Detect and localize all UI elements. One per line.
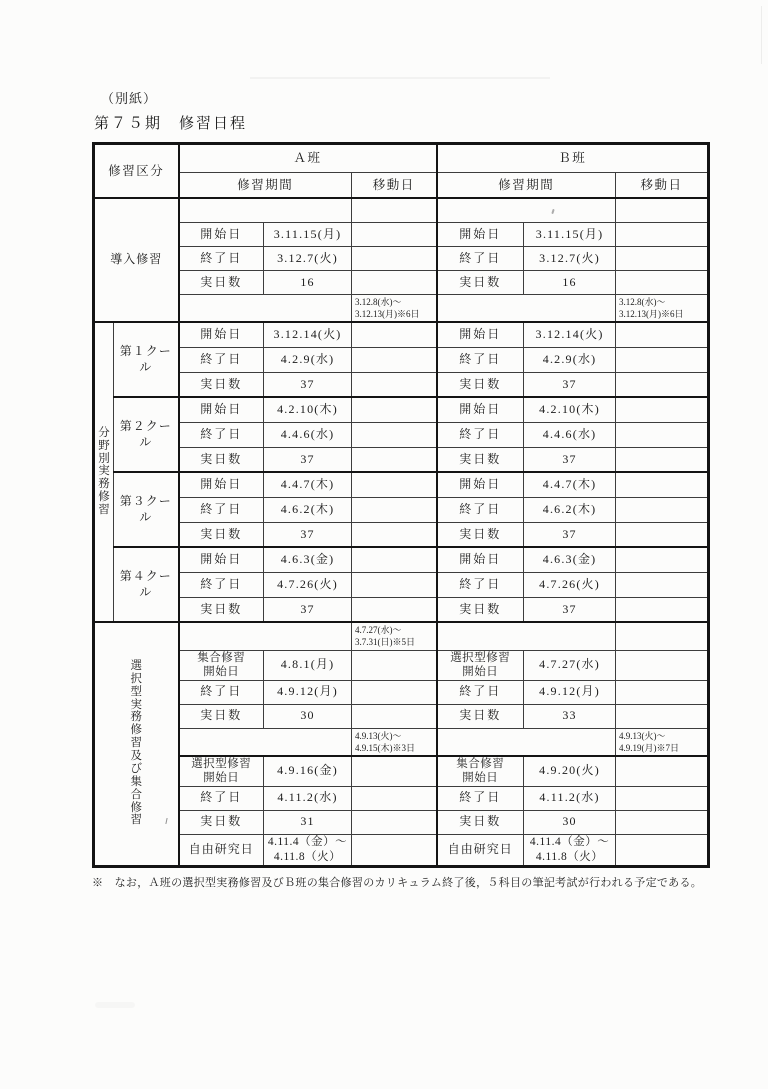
header-row-subcolumns bbox=[94, 173, 709, 198]
page-title: 第７５期 修習日程 bbox=[94, 116, 248, 132]
row-label-cell: 開始日 bbox=[437, 472, 524, 497]
cours3-days-row bbox=[94, 522, 709, 547]
footnote: ※ なお，Ａ班の選択型実務修習及びＢ班の集合修習のカリキュラム終了後，５科目の筆記考試が行われる予定である。 bbox=[92, 876, 703, 889]
days-value-cell: 37 bbox=[264, 372, 352, 397]
cours2-start-row bbox=[94, 397, 709, 422]
empty-cell bbox=[616, 422, 709, 447]
schedule-table-wrap bbox=[92, 142, 712, 890]
date-value-cell: 4.9.16(金) bbox=[264, 756, 352, 786]
empty-cell bbox=[352, 472, 437, 497]
row-label-cell: 実日数 bbox=[437, 597, 524, 622]
elective-block2-days-row bbox=[94, 810, 709, 834]
row-label-cell: 開始日 bbox=[179, 397, 264, 422]
row-label-cell: 終了日 bbox=[179, 786, 264, 810]
empty-cell bbox=[616, 522, 709, 547]
row-label-cell: 終了日 bbox=[179, 347, 264, 372]
empty-cell bbox=[616, 597, 709, 622]
empty-cell bbox=[352, 680, 437, 704]
row-label-cell: 実日数 bbox=[179, 597, 264, 622]
date-value-cell: 3.12.14(火) bbox=[264, 322, 352, 347]
row-label-cell: 終了日 bbox=[179, 572, 264, 597]
date-value-cell: 4.6.3(金) bbox=[524, 547, 616, 572]
elective-block1-days-row bbox=[94, 704, 709, 728]
days-value-cell: 37 bbox=[264, 522, 352, 547]
empty-cell bbox=[437, 622, 616, 650]
empty-cell bbox=[352, 347, 437, 372]
empty-cell bbox=[352, 597, 437, 622]
cours-label-cell: 第４クール bbox=[114, 547, 179, 622]
empty-cell bbox=[352, 198, 437, 223]
intro-end-row bbox=[94, 247, 709, 271]
empty-cell bbox=[437, 198, 616, 223]
row-label-cell: 終了日 bbox=[437, 497, 524, 522]
row-label-cell: 終了日 bbox=[437, 347, 524, 372]
move-date-cell: 3.12.8(水)～ 3.12.13(月)※6日 bbox=[616, 295, 709, 323]
empty-cell bbox=[352, 447, 437, 472]
row-label-cell: 終了日 bbox=[437, 786, 524, 810]
row-label-cell: 実日数 bbox=[179, 522, 264, 547]
date-value-cell: 4.4.6(水) bbox=[264, 422, 352, 447]
empty-cell bbox=[616, 680, 709, 704]
row-label-cell: 実日数 bbox=[179, 372, 264, 397]
header-row-groups bbox=[94, 144, 709, 173]
date-value-cell: 3.12.7(火) bbox=[264, 247, 352, 271]
empty-cell bbox=[616, 756, 709, 786]
row-label-cell: 開始日 bbox=[179, 322, 264, 347]
row-label-cell: 実日数 bbox=[179, 810, 264, 834]
cours-label-cell: 第１クール bbox=[114, 322, 179, 397]
row-label-cell: 開始日 bbox=[437, 322, 524, 347]
empty-cell bbox=[616, 786, 709, 810]
empty-cell bbox=[616, 472, 709, 497]
days-value-cell: 37 bbox=[524, 522, 616, 547]
row-label-cell: 実日数 bbox=[437, 522, 524, 547]
row-label-cell: 開始日 bbox=[437, 223, 524, 247]
date-value-cell: 4.2.9(水) bbox=[264, 347, 352, 372]
date-range-cell: 4.11.4（金）～ 4.11.8（火） bbox=[264, 834, 352, 866]
cours2-days-row bbox=[94, 447, 709, 472]
cours3-start-row bbox=[94, 472, 709, 497]
date-value-cell: 4.6.3(金) bbox=[264, 547, 352, 572]
move-header-cell-b: 移動日 bbox=[616, 173, 709, 198]
days-value-cell: 16 bbox=[264, 271, 352, 295]
row-label-cell: 終了日 bbox=[437, 422, 524, 447]
elective-section-label bbox=[94, 622, 179, 866]
days-value-cell: 37 bbox=[524, 597, 616, 622]
empty-cell bbox=[616, 271, 709, 295]
empty-cell bbox=[616, 198, 709, 223]
empty-cell bbox=[352, 397, 437, 422]
period-header-cell-b: 修習期間 bbox=[437, 173, 616, 198]
move-date-cell: 3.12.8(水)～ 3.12.13(月)※6日 bbox=[352, 295, 437, 323]
intro-move-row bbox=[94, 295, 709, 323]
date-value-cell: 4.8.1(月) bbox=[264, 650, 352, 680]
row-label-cell: 集合修習 開始日 bbox=[437, 756, 524, 786]
date-value-cell: 4.9.12(月) bbox=[264, 680, 352, 704]
row-label-cell: 終了日 bbox=[179, 680, 264, 704]
cours-label-cell: 第２クール bbox=[114, 397, 179, 472]
empty-cell bbox=[616, 347, 709, 372]
empty-cell bbox=[352, 522, 437, 547]
row-label-cell: 実日数 bbox=[179, 447, 264, 472]
elective-block2-start-row bbox=[94, 756, 709, 786]
days-value-cell: 30 bbox=[524, 810, 616, 834]
row-label-cell: 選択型修習 開始日 bbox=[437, 650, 524, 680]
period-header-cell-a: 修習期間 bbox=[179, 173, 352, 198]
empty-cell bbox=[352, 223, 437, 247]
date-value-cell: 3.12.14(火) bbox=[524, 322, 616, 347]
move-date-cell: 4.9.13(火)～ 4.9.15(木)※3日 bbox=[352, 728, 437, 756]
date-value-cell: 4.4.6(水) bbox=[524, 422, 616, 447]
row-label-cell: 実日数 bbox=[179, 271, 264, 295]
date-value-cell: 4.4.7(木) bbox=[524, 472, 616, 497]
empty-cell bbox=[179, 198, 352, 223]
empty-cell bbox=[616, 223, 709, 247]
empty-cell bbox=[616, 372, 709, 397]
cours4-end-row bbox=[94, 572, 709, 597]
days-value-cell: 37 bbox=[524, 372, 616, 397]
row-label-cell: 開始日 bbox=[179, 223, 264, 247]
row-label-cell: 開始日 bbox=[179, 472, 264, 497]
row-label-cell: 自由研究日 bbox=[179, 834, 264, 866]
empty-cell bbox=[179, 295, 352, 323]
empty-cell bbox=[616, 622, 709, 650]
intro-start-row bbox=[94, 223, 709, 247]
move-header-cell-a: 移動日 bbox=[352, 173, 437, 198]
row-label-cell: 実日数 bbox=[437, 447, 524, 472]
intro-section-label: 導入修習 bbox=[94, 198, 179, 323]
empty-cell bbox=[352, 547, 437, 572]
scan-artifact bbox=[95, 1002, 135, 1008]
empty-cell bbox=[352, 322, 437, 347]
elective-block1-start-row bbox=[94, 650, 709, 680]
row-label-cell: 実日数 bbox=[437, 271, 524, 295]
schedule-table bbox=[92, 142, 710, 868]
date-value-cell: 4.11.2(水) bbox=[264, 786, 352, 810]
empty-cell bbox=[352, 756, 437, 786]
empty-cell bbox=[616, 322, 709, 347]
date-value-cell: 4.6.2(木) bbox=[264, 497, 352, 522]
empty-cell bbox=[352, 572, 437, 597]
empty-cell bbox=[616, 810, 709, 834]
class-a-header-cell: Ａ班 bbox=[179, 144, 437, 173]
cours3-end-row bbox=[94, 497, 709, 522]
scan-artifact bbox=[250, 77, 550, 79]
days-value-cell: 37 bbox=[524, 447, 616, 472]
empty-cell bbox=[179, 622, 352, 650]
fieldwork-section-label bbox=[94, 322, 114, 622]
row-label-cell: 実日数 bbox=[179, 704, 264, 728]
row-label-cell: 開始日 bbox=[437, 547, 524, 572]
empty-cell bbox=[616, 547, 709, 572]
row-label-cell: 終了日 bbox=[179, 497, 264, 522]
attachment-corner-note: （別紙） bbox=[101, 91, 158, 106]
move-date-cell: 4.7.27(水)～ 3.7.31(日)※5日 bbox=[352, 622, 437, 650]
empty-cell bbox=[616, 834, 709, 866]
empty-cell bbox=[352, 834, 437, 866]
empty-cell bbox=[352, 497, 437, 522]
empty-cell bbox=[352, 271, 437, 295]
date-value-cell: 4.9.12(月) bbox=[524, 680, 616, 704]
row-label-cell: 終了日 bbox=[179, 247, 264, 271]
row-label-cell: 終了日 bbox=[179, 422, 264, 447]
cours1-days-row bbox=[94, 372, 709, 397]
empty-cell bbox=[352, 247, 437, 271]
empty-cell bbox=[352, 650, 437, 680]
intro-spacer-row bbox=[94, 198, 709, 223]
days-value-cell: 37 bbox=[264, 447, 352, 472]
empty-cell bbox=[352, 786, 437, 810]
cours-label-cell: 第３クール bbox=[114, 472, 179, 547]
date-value-cell: 4.7.27(水) bbox=[524, 650, 616, 680]
class-b-header-cell: Ｂ班 bbox=[437, 144, 709, 173]
row-label-cell: 集合修習 開始日 bbox=[179, 650, 264, 680]
move-date-cell: 4.9.13(火)～ 4.9.19(月)※7日 bbox=[616, 728, 709, 756]
date-value-cell: 4.4.7(木) bbox=[264, 472, 352, 497]
intro-days-row bbox=[94, 271, 709, 295]
empty-cell bbox=[352, 704, 437, 728]
row-label-cell: 自由研究日 bbox=[437, 834, 524, 866]
days-value-cell: 30 bbox=[264, 704, 352, 728]
date-value-cell: 4.7.26(火) bbox=[264, 572, 352, 597]
empty-cell bbox=[437, 295, 616, 323]
empty-cell bbox=[352, 422, 437, 447]
empty-cell bbox=[616, 447, 709, 472]
empty-cell bbox=[616, 397, 709, 422]
date-value-cell: 4.2.10(木) bbox=[264, 397, 352, 422]
empty-cell bbox=[616, 704, 709, 728]
row-label-cell: 終了日 bbox=[437, 680, 524, 704]
days-value-cell: 37 bbox=[264, 597, 352, 622]
date-value-cell: 4.7.26(火) bbox=[524, 572, 616, 597]
row-label-cell: 実日数 bbox=[437, 704, 524, 728]
days-value-cell: 31 bbox=[264, 810, 352, 834]
elective-block1-end-row bbox=[94, 680, 709, 704]
empty-cell bbox=[616, 247, 709, 271]
cours4-start-row bbox=[94, 547, 709, 572]
days-value-cell: 33 bbox=[524, 704, 616, 728]
cours4-days-row bbox=[94, 597, 709, 622]
vertical-text: 選択型実務修習及び集合修習 bbox=[130, 659, 142, 827]
row-label-cell: 終了日 bbox=[437, 247, 524, 271]
cours1-start-row bbox=[94, 322, 709, 347]
date-value-cell: 4.2.9(水) bbox=[524, 347, 616, 372]
date-value-cell: 3.11.15(月) bbox=[524, 223, 616, 247]
date-value-cell: 3.11.15(月) bbox=[264, 223, 352, 247]
elective-move2-row bbox=[94, 728, 709, 756]
cours2-end-row bbox=[94, 422, 709, 447]
category-header-cell: 修習区分 bbox=[94, 144, 179, 198]
elective-block2-end-row bbox=[94, 786, 709, 810]
date-value-cell: 4.2.10(木) bbox=[524, 397, 616, 422]
free-research-row bbox=[94, 834, 709, 866]
empty-cell bbox=[616, 572, 709, 597]
vertical-text: 分野別実務修習 bbox=[98, 426, 110, 517]
days-value-cell: 16 bbox=[524, 271, 616, 295]
empty-cell bbox=[352, 810, 437, 834]
empty-cell bbox=[616, 650, 709, 680]
empty-cell bbox=[352, 372, 437, 397]
row-label-cell: 開始日 bbox=[437, 397, 524, 422]
empty-cell bbox=[179, 728, 352, 756]
empty-cell bbox=[437, 728, 616, 756]
date-range-cell: 4.11.4（金）～ 4.11.8（火） bbox=[524, 834, 616, 866]
scan-artifact bbox=[761, 6, 762, 64]
empty-cell bbox=[616, 497, 709, 522]
row-label-cell: 開始日 bbox=[179, 547, 264, 572]
date-value-cell: 4.9.20(火) bbox=[524, 756, 616, 786]
elective-move1-row bbox=[94, 622, 709, 650]
date-value-cell: 4.11.2(水) bbox=[524, 786, 616, 810]
row-label-cell: 終了日 bbox=[437, 572, 524, 597]
date-value-cell: 3.12.7(火) bbox=[524, 247, 616, 271]
date-value-cell: 4.6.2(木) bbox=[524, 497, 616, 522]
row-label-cell: 選択型修習 開始日 bbox=[179, 756, 264, 786]
row-label-cell: 実日数 bbox=[437, 810, 524, 834]
cours1-end-row bbox=[94, 347, 709, 372]
row-label-cell: 実日数 bbox=[437, 372, 524, 397]
